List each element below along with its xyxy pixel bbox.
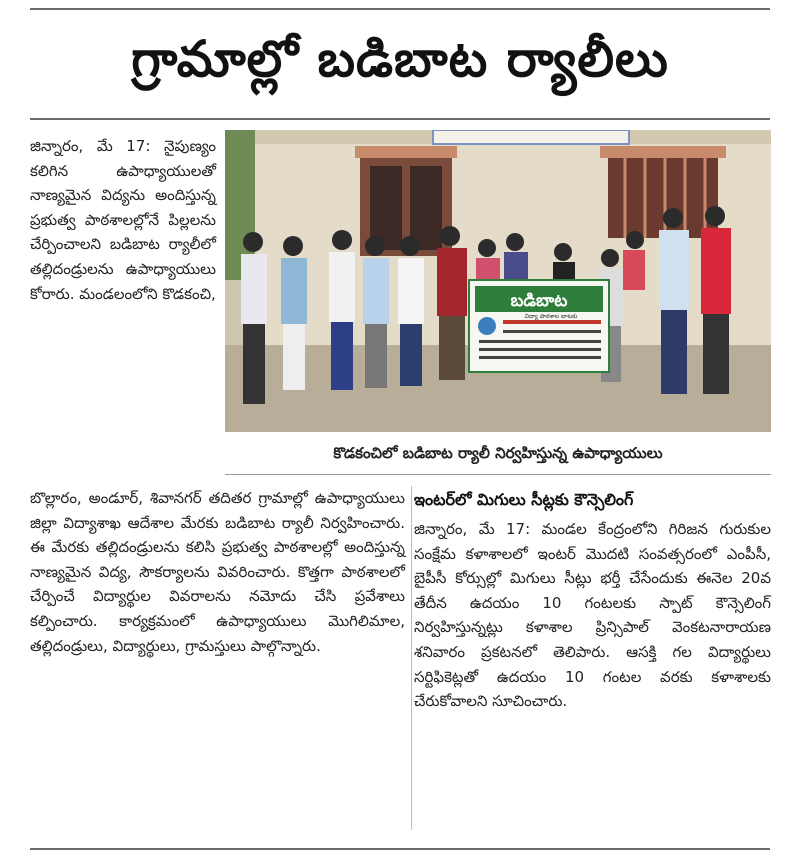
banner-subtitle: విద్యా పాఠశాల బాటకు (524, 313, 578, 320)
article-intro: జిన్నారం, మే 17: నైపుణ్యం కలిగిన ఉపాధ్యాయులతో నాణ్యమైన విద్యను అందిస్తున్న ప్రభుత్వ పాఠశాలల్లోనే పిల్లలను చేర్పించాలని బడిబాట ర్యాలీలో తల్లిదండ్రులను ఉపాధ్యాయులు కోరారు. మండలంలోని కొడకంచి, (30, 137, 216, 303)
photo-caption: కొడకంచిలో బడిబాట ర్యాలీ నిర్వహిస్తున్న ఉపాధ్యాయులు (333, 444, 663, 462)
news-photo (225, 130, 771, 432)
banner-title: బడిబాట (510, 291, 568, 311)
left-column-upper (30, 134, 216, 306)
right-column (414, 517, 771, 714)
column-divider (411, 486, 412, 830)
headline: గ్రామాల్లో బడిబాట ర్యాలీలు (131, 30, 669, 88)
photo-illustration (225, 130, 771, 432)
headline-rule (30, 118, 770, 120)
bottom-rule (30, 848, 770, 850)
left-column-lower (30, 486, 405, 658)
second-story-body: జిన్నారం, మే 17: మండల కేంద్రంలోని గిరిజన గురుకుల సంక్షేమ కళాశాలలో ఇంటర్ మొదటి సంవత్సరంలో ఎంపీసీ, బైపీసీ కోర్సుల్లో మిగులు సీట్లు భర్తీ చేసేందుకు ఈనెల 20వ తేదీన ఉదయం 10 గంటలకు స్పాట్ కౌన్సెలింగ్ నిర్వహిస్తున్నట్లు కళాశాల ప్రిన్సిపాల్ వెంకటనారాయణ శనివారం ప్రకటనలో తెలిపారు. ఆసక్తి గల విద్యార్థులు సర్టిఫికెట్లతో ఉదయం 10 గంటల వరకు కళాశాలకు చేరుకోవాలని సూచించారు. (414, 520, 771, 711)
top-rule (30, 8, 770, 10)
caption-rule (225, 474, 771, 475)
second-story-headline: ఇంటర్‌లో మిగులు సీట్లకు కౌన్సెలింగ్ (414, 490, 634, 509)
article-continued: బొల్లారం, అండూర్, శివానగర్ తదితర గ్రామాల్లో ఉపాధ్యాయులు జిల్లా విద్యాశాఖ ఆదేశాల మేరకు బడిబాట ర్యాలీ నిర్వహించారు. ఈ మేరకు తల్లిదండ్రులను కలిసి ప్రభుత్వ పాఠశాలల్లో అందిస్తున్న నాణ్యమైన విద్య, సౌకర్యాలను వివరించారు. కొత్తగా పాఠశాలలో చేర్పించే విద్యార్థుల వివరాలను నమోదు చేసి ప్రవేశాలు కల్పించారు. కార్యక్రమంలో ఉపాధ్యాయులు మొగిలిమాల, తల్లిదండ్రులు, విద్యార్థులు, గ్రామస్తులు పాల్గొన్నారు. (30, 489, 405, 655)
